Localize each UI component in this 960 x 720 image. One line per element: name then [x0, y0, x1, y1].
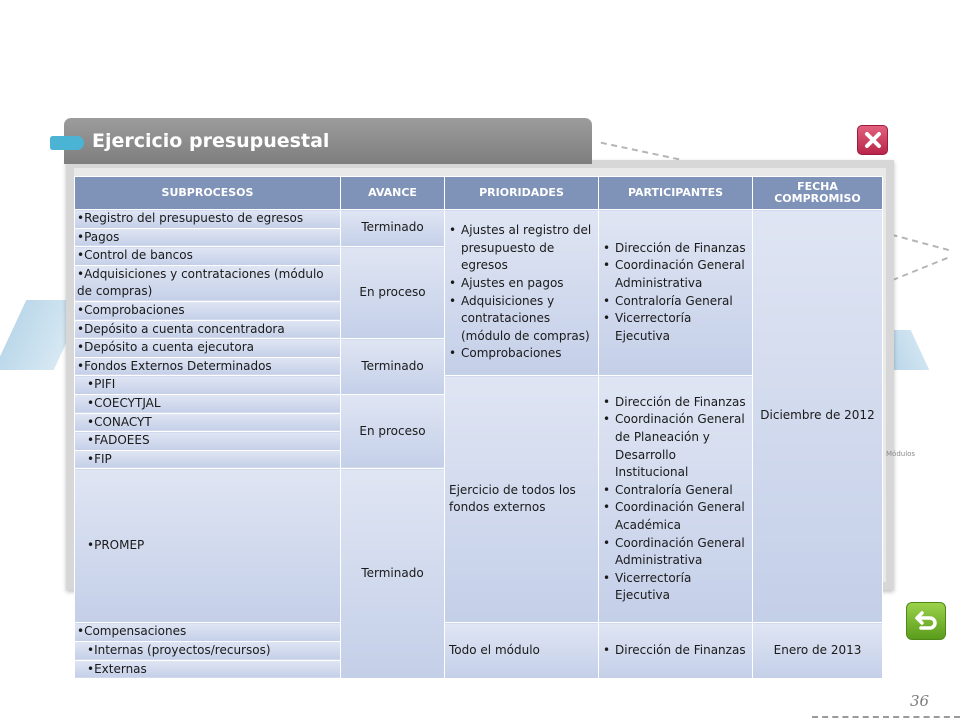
avance-cell: Terminado	[341, 210, 445, 247]
subproceso-cell: •Compensaciones	[75, 623, 341, 642]
list-item: • Comprobaciones	[449, 345, 594, 363]
subproceso-cell: •Depósito a cuenta concentradora	[75, 320, 341, 339]
subproceso-cell: •Control de bancos	[75, 247, 341, 266]
list-item: • Vicerrectoría Ejecutiva	[603, 570, 748, 605]
header-subprocesos: SUBPROCESOS	[75, 177, 341, 210]
page-number: 36	[910, 692, 930, 710]
close-button[interactable]	[857, 125, 888, 155]
list-item: • Coordinación General Académica	[603, 499, 748, 534]
fecha-compromiso-cell: Diciembre de 2012	[753, 210, 883, 623]
back-button[interactable]	[906, 602, 946, 640]
subproceso-cell: •Comprobaciones	[75, 301, 341, 320]
avance-cell: En proceso	[341, 394, 445, 468]
prioridades-cell: Todo el módulo	[445, 623, 599, 679]
list-item: • Dirección de Finanzas	[603, 642, 748, 660]
list-item: • Contraloría General	[603, 293, 748, 311]
background-dash	[601, 142, 680, 161]
list-item: • Contraloría General	[603, 482, 748, 500]
subproceso-cell: •Internas (proyectos/recursos)	[75, 641, 341, 660]
avance-cell: En proceso	[341, 247, 445, 339]
prioridades-cell: Ejercicio de todos los fondos externos	[445, 376, 599, 623]
subprocess-table	[74, 176, 883, 679]
subproceso-cell: •PROMEP	[75, 469, 341, 623]
list-item: • Coordinación General Administrativa	[603, 257, 748, 292]
subproceso-cell: •Adquisiciones y contrataciones (módulo de compras)	[75, 265, 341, 301]
header-prioridades: PRIORIDADES	[445, 177, 599, 210]
page-title: Ejercicio presupuestal	[92, 130, 330, 152]
list-item: • Dirección de Finanzas	[603, 240, 748, 258]
participantes-cell	[599, 623, 753, 679]
header-participantes: PARTICIPANTES	[599, 177, 753, 210]
subproceso-cell: •Externas	[75, 660, 341, 679]
fecha-compromiso-cell: Enero de 2013	[753, 623, 883, 679]
avance-cell: Terminado	[341, 469, 445, 679]
list-item: • Dirección de Finanzas	[603, 394, 748, 412]
subproceso-cell: •COECYTJAL	[75, 394, 341, 413]
list-item: • Coordinación General Administrativa	[603, 535, 748, 570]
subproceso-cell: •Depósito a cuenta ejecutora	[75, 339, 341, 358]
close-x-icon	[863, 130, 883, 150]
return-arrow-icon	[913, 609, 939, 633]
background-label: Módulos	[886, 450, 916, 458]
title-tab-accent	[50, 136, 84, 150]
avance-cell: Terminado	[341, 339, 445, 395]
list-item: • Vicerrectoría Ejecutiva	[603, 310, 748, 345]
list-item: • Ajustes en pagos	[449, 275, 594, 293]
header-fecha-compromiso: FECHA COMPROMISO	[753, 177, 883, 210]
participantes-cell	[599, 376, 753, 623]
footer-dash	[812, 716, 960, 718]
prioridades-cell	[445, 210, 599, 376]
list-item: • Adquisiciones y contrataciones (módulo de compras)	[449, 293, 594, 346]
subproceso-cell: •Registro del presupuesto de egresos	[75, 210, 341, 229]
subproceso-cell: •CONACYT	[75, 413, 341, 432]
header-avance: AVANCE	[341, 177, 445, 210]
list-item: • Coordinación General de Planeación y Desarrollo Institucional	[603, 411, 748, 481]
subproceso-cell: •FIP	[75, 450, 341, 469]
subproceso-cell: •Fondos Externos Determinados	[75, 357, 341, 376]
subproceso-cell: •PIFI	[75, 376, 341, 395]
participantes-cell	[599, 210, 753, 376]
subproceso-cell: •FADOEES	[75, 432, 341, 451]
subproceso-cell: •Pagos	[75, 228, 341, 247]
list-item: • Ajustes al registro del presupuesto de egresos	[449, 222, 594, 275]
